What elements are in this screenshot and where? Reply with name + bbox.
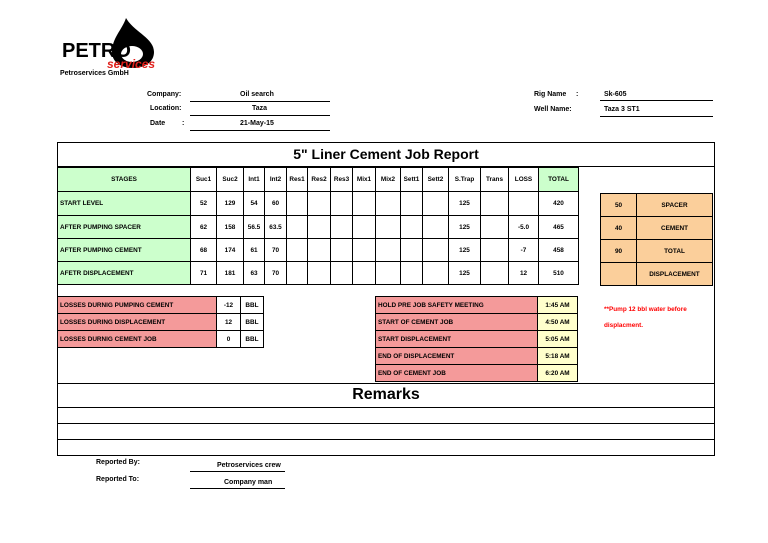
table-cell: 63.5: [264, 215, 287, 239]
reported-to-label: Reported To:: [96, 476, 140, 483]
table-cell: 63: [243, 261, 265, 285]
table-cell: [422, 261, 449, 285]
table-cell: 62: [190, 215, 217, 239]
column-header: STAGES: [57, 167, 191, 192]
logo-services: services: [107, 57, 156, 71]
event-time: 5:18 AM: [537, 347, 578, 365]
column-header: Mix2: [375, 167, 401, 192]
table-cell: [480, 215, 509, 239]
table-cell: 125: [448, 215, 481, 239]
event-time: 6:20 AM: [537, 364, 578, 382]
event-label: HOLD PRE JOB SAFETY MEETING: [375, 296, 538, 314]
table-cell: [352, 261, 376, 285]
reported-by-value: Petroservices crew: [217, 462, 281, 469]
column-header: LOSS: [508, 167, 539, 192]
event-label: START DISPLACEMENT: [375, 330, 538, 348]
table-cell: 465: [538, 215, 579, 239]
table-cell: [480, 238, 509, 262]
table-cell: [307, 191, 331, 216]
loss-unit: BBL: [240, 313, 264, 331]
logo-wordmark: PETRO: [62, 40, 131, 62]
table-cell: 12: [508, 261, 539, 285]
table-cell: [352, 191, 376, 216]
column-header: Int1: [243, 167, 265, 192]
well-name-label: Well Name:: [534, 106, 572, 113]
table-cell: 125: [448, 261, 481, 285]
table-cell: [330, 261, 353, 285]
table-cell: [286, 215, 308, 239]
table-cell: [286, 238, 308, 262]
table-cell: 61: [243, 238, 265, 262]
table-cell: [330, 191, 353, 216]
date-colon: :: [182, 120, 185, 127]
summary-label: DISPLACEMENT: [636, 262, 713, 286]
column-header: Sett2: [422, 167, 449, 192]
remarks-line-1: [57, 423, 715, 424]
table-cell: [330, 215, 353, 239]
summary-label: SPACER: [636, 193, 713, 217]
summary-value: [600, 262, 637, 286]
column-header: TOTAL: [538, 167, 579, 192]
loss-value: -12: [216, 296, 241, 314]
stage-label: START LEVEL: [57, 191, 191, 216]
table-cell: 420: [538, 191, 579, 216]
column-header: Suc2: [216, 167, 244, 192]
stage-label: AFTER PUMPING CEMENT: [57, 238, 191, 262]
loss-unit: BBL: [240, 330, 264, 348]
table-cell: 56.5: [243, 215, 265, 239]
column-header: Sett1: [400, 167, 423, 192]
column-header: Int2: [264, 167, 287, 192]
event-label: END OF CEMENT JOB: [375, 364, 538, 382]
loss-unit: BBL: [240, 296, 264, 314]
table-cell: [286, 191, 308, 216]
table-cell: [400, 215, 423, 239]
table-cell: 181: [216, 261, 244, 285]
summary-value: 50: [600, 193, 637, 217]
table-cell: 68: [190, 238, 217, 262]
remarks-title: Remarks: [352, 386, 420, 403]
table-cell: [375, 261, 401, 285]
event-label: START OF CEMENT JOB: [375, 313, 538, 331]
table-cell: -7: [508, 238, 539, 262]
table-cell: -5.0: [508, 215, 539, 239]
remarks-line-2: [57, 439, 715, 440]
pump-note: **Pump 12 bbl water before displacment.: [604, 306, 687, 329]
table-cell: [400, 261, 423, 285]
stage-label: AFTER PUMPING SPACER: [57, 215, 191, 239]
table-cell: [352, 238, 376, 262]
rig-name-colon: :: [576, 91, 579, 98]
loss-label: LOSSES DURNIG PUMPING CEMENT: [57, 296, 217, 314]
loss-value: 0: [216, 330, 241, 348]
table-cell: 52: [190, 191, 217, 216]
table-cell: [422, 238, 449, 262]
reported-by-label: Reported By:: [96, 459, 140, 466]
table-cell: [375, 191, 401, 216]
date-value: 21-May-15: [240, 120, 274, 127]
summary-label: CEMENT: [636, 216, 713, 240]
table-cell: [375, 215, 401, 239]
table-cell: 125: [448, 238, 481, 262]
rig-name-value: Sk-605: [604, 91, 627, 98]
location-label: Location:: [150, 105, 182, 112]
column-header: Trans: [480, 167, 509, 192]
location-value: Taza: [252, 105, 268, 112]
column-header: Res1: [286, 167, 308, 192]
event-time: 5:05 AM: [537, 330, 578, 348]
table-cell: [400, 238, 423, 262]
summary-value: 90: [600, 239, 637, 263]
table-cell: [422, 191, 449, 216]
column-header: Suc1: [190, 167, 217, 192]
table-cell: [307, 215, 331, 239]
table-cell: 70: [264, 238, 287, 262]
table-cell: [480, 261, 509, 285]
table-cell: [400, 191, 423, 216]
table-cell: 510: [538, 261, 579, 285]
table-cell: 71: [190, 261, 217, 285]
rig-name-label: Rig Name: [534, 91, 567, 98]
loss-value: 12: [216, 313, 241, 331]
table-cell: 70: [264, 261, 287, 285]
table-cell: [330, 238, 353, 262]
table-cell: [422, 215, 449, 239]
table-cell: 60: [264, 191, 287, 216]
table-cell: [352, 215, 376, 239]
column-header: Res2: [307, 167, 331, 192]
table-cell: [286, 261, 308, 285]
column-header: S.Trap: [448, 167, 481, 192]
event-time: 4:50 AM: [537, 313, 578, 331]
table-cell: [375, 238, 401, 262]
well-name-value: Taza 3 ST1: [604, 106, 640, 113]
loss-label: LOSSES DURING DISPLACEMENT: [57, 313, 217, 331]
stage-label: AFETR DISPLACEMENT: [57, 261, 191, 285]
event-time: 1:45 AM: [537, 296, 578, 314]
table-cell: 158: [216, 215, 244, 239]
table-cell: [307, 238, 331, 262]
table-cell: 129: [216, 191, 244, 216]
date-label: Date: [150, 120, 166, 127]
summary-value: 40: [600, 216, 637, 240]
company-value: Oil search: [240, 91, 274, 98]
table-cell: 458: [538, 238, 579, 262]
table-cell: [307, 261, 331, 285]
loss-label: LOSSES DURNIG CEMENT JOB: [57, 330, 217, 348]
logo-company-name: Petroservices GmbH: [60, 70, 129, 77]
event-label: END OF DISPLACEMENT: [375, 347, 538, 365]
table-cell: 54: [243, 191, 265, 216]
summary-label: TOTAL: [636, 239, 713, 263]
table-cell: [480, 191, 509, 216]
company-label: Company:: [147, 91, 182, 98]
table-cell: 174: [216, 238, 244, 262]
reported-to-value: Company man: [224, 479, 273, 486]
column-header: Mix1: [352, 167, 376, 192]
column-header: Res3: [330, 167, 353, 192]
table-cell: [508, 191, 539, 216]
table-cell: 125: [448, 191, 481, 216]
report-title: 5" Liner Cement Job Report: [293, 146, 479, 162]
